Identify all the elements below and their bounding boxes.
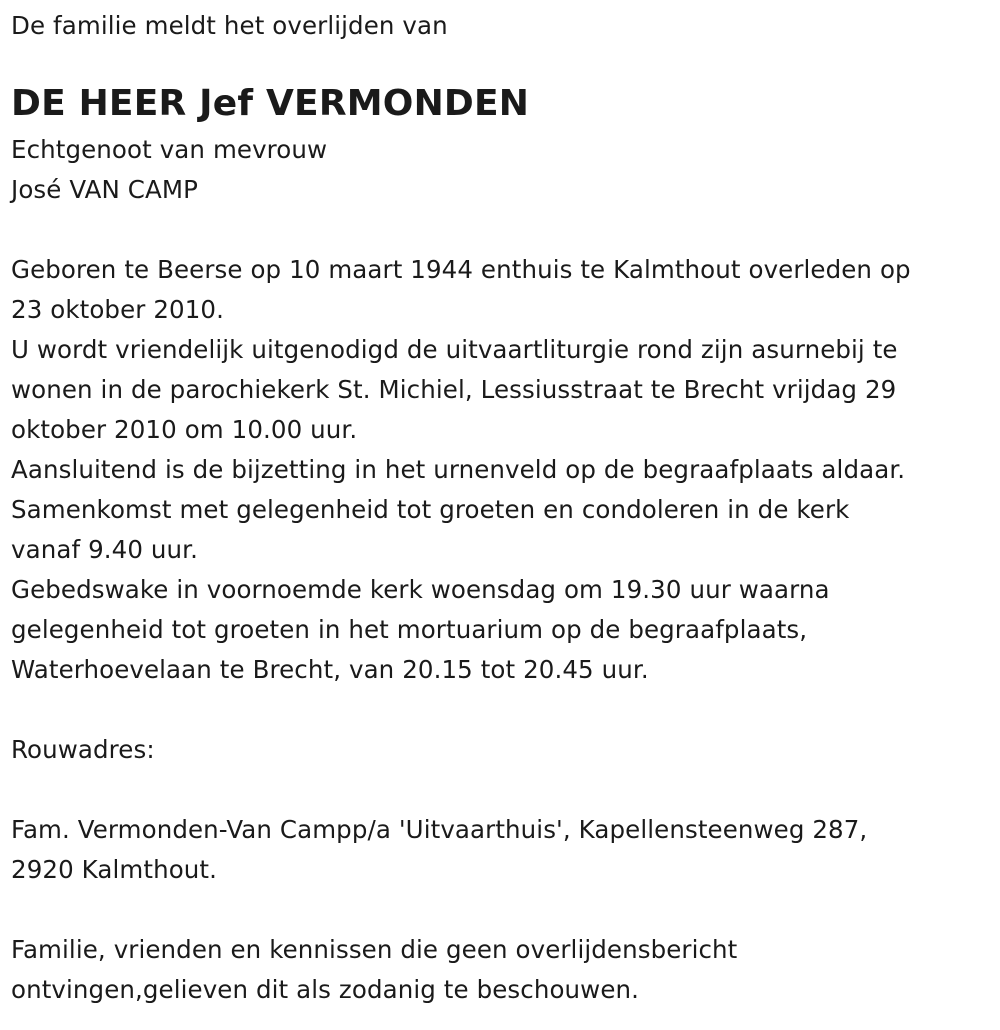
details-line: vanaf 9.40 uur. — [11, 535, 198, 564]
address-block — [11, 810, 991, 890]
spacer — [11, 690, 991, 730]
details-line: Aansluitend is de bijzetting in het urnenveld op de begraafplaats aldaar. — [11, 455, 906, 484]
details-line: wonen in de parochiekerk St. Michiel, Lessiusstraat te Brecht vrijdag 29 — [11, 375, 897, 404]
details-line: Geboren te Beerse op 10 maart 1944 enthuis te Kalmthout overleden op — [11, 255, 911, 284]
address-label: Rouwadres: — [11, 735, 155, 764]
address-line: 2920 Kalmthout. — [11, 855, 218, 884]
details-line: Samenkomst met gelegenheid tot groeten en condoleren in de kerk — [11, 495, 850, 524]
address-line: Fam. Vermonden-Van Campp/a 'Uitvaarthuis', Kapellensteenweg 287, — [11, 815, 868, 844]
spouse-line: Echtgenoot van mevrouw — [11, 135, 328, 164]
details-line: oktober 2010 om 10.00 uur. — [11, 415, 358, 444]
details-line: gelegenheid tot groeten in het mortuarium op de begraafplaats, — [11, 615, 808, 644]
closing-line: ontvingen,gelieven dit als zodanig te beschouwen. — [11, 975, 640, 1004]
spacer — [11, 210, 991, 250]
spouse-name: José VAN CAMP — [11, 175, 198, 204]
closing-block — [11, 930, 991, 1010]
details-block — [11, 250, 991, 690]
details-line: 23 oktober 2010. — [11, 295, 224, 324]
closing-line: Familie, vrienden en kennissen die geen overlijdensbericht — [11, 935, 738, 964]
spacer — [11, 890, 991, 930]
details-line: Waterhoevelaan te Brecht, van 20.15 tot 20.45 uur. — [11, 655, 649, 684]
spouse-block — [11, 130, 991, 210]
obituary-notice — [11, 0, 991, 1010]
spacer — [11, 770, 991, 810]
intro-text: De familie meldt het overlijden van — [11, 11, 448, 40]
deceased-name: DE HEER Jef VERMONDEN — [11, 83, 530, 124]
details-line: Gebedswake in voornoemde kerk woensdag om 19.30 uur waarna — [11, 575, 830, 604]
details-line: U wordt vriendelijk uitgenodigd de uitvaartliturgie rond zijn asurnebij te — [11, 335, 898, 364]
